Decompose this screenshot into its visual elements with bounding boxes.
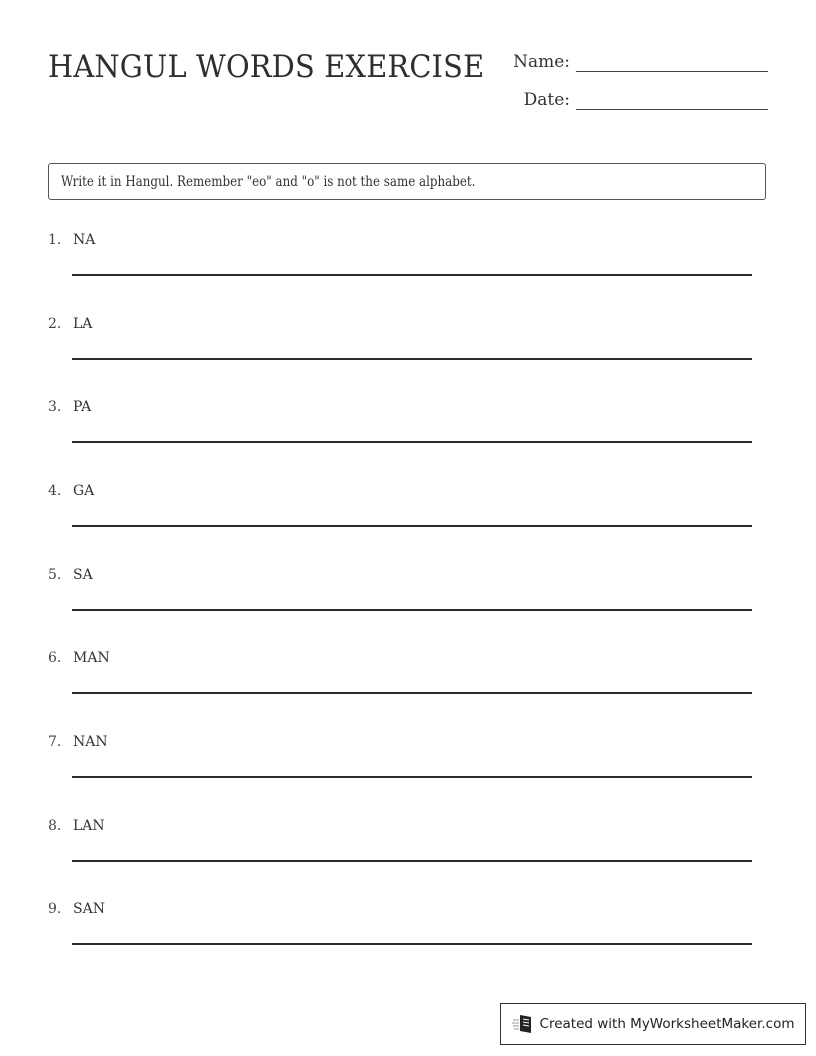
item-number: 4. — [48, 483, 62, 499]
name-input-line[interactable] — [576, 70, 768, 72]
item-word: SAN — [73, 901, 105, 917]
item-number: 6. — [48, 650, 62, 666]
exercise-item — [48, 818, 752, 878]
answer-line[interactable] — [72, 692, 752, 694]
answer-line[interactable] — [72, 860, 752, 862]
item-word: LAN — [73, 818, 105, 834]
exercise-item — [48, 399, 752, 459]
footer-text: Created with MyWorksheetMaker.com — [539, 1016, 795, 1032]
item-word: PA — [73, 399, 92, 415]
exercise-item — [48, 567, 752, 627]
name-label: Name: — [513, 52, 570, 72]
item-number: 2. — [48, 316, 62, 332]
answer-line[interactable] — [72, 609, 752, 611]
page-title: HANGUL WORDS EXERCISE — [48, 49, 485, 85]
worksheet-maker-logo-icon — [512, 1014, 534, 1034]
instructions-box — [48, 163, 766, 200]
item-number: 1. — [48, 232, 62, 248]
instructions-text: Write it in Hangul. Remember "eo" and "o" is not the same alphabet. — [61, 173, 476, 190]
date-field — [500, 90, 768, 110]
answer-line[interactable] — [72, 776, 752, 778]
name-field — [500, 52, 768, 72]
exercise-item — [48, 483, 752, 543]
item-word: MAN — [73, 650, 110, 666]
exercise-item — [48, 316, 752, 376]
item-word: NA — [73, 232, 96, 248]
answer-line[interactable] — [72, 358, 752, 360]
date-input-line[interactable] — [576, 108, 768, 110]
exercise-item — [48, 901, 752, 961]
exercise-item — [48, 650, 752, 710]
exercise-item — [48, 734, 752, 794]
item-word: GA — [73, 483, 95, 499]
exercise-item — [48, 232, 752, 292]
item-number: 9. — [48, 901, 62, 917]
item-word: NAN — [73, 734, 108, 750]
date-label: Date: — [523, 90, 570, 110]
item-number: 5. — [48, 567, 62, 583]
answer-line[interactable] — [72, 943, 752, 945]
item-number: 3. — [48, 399, 62, 415]
answer-line[interactable] — [72, 525, 752, 527]
answer-line[interactable] — [72, 274, 752, 276]
footer-credit[interactable] — [500, 1003, 806, 1045]
item-number: 7. — [48, 734, 62, 750]
item-number: 8. — [48, 818, 62, 834]
item-word: LA — [73, 316, 93, 332]
item-word: SA — [73, 567, 93, 583]
answer-line[interactable] — [72, 441, 752, 443]
